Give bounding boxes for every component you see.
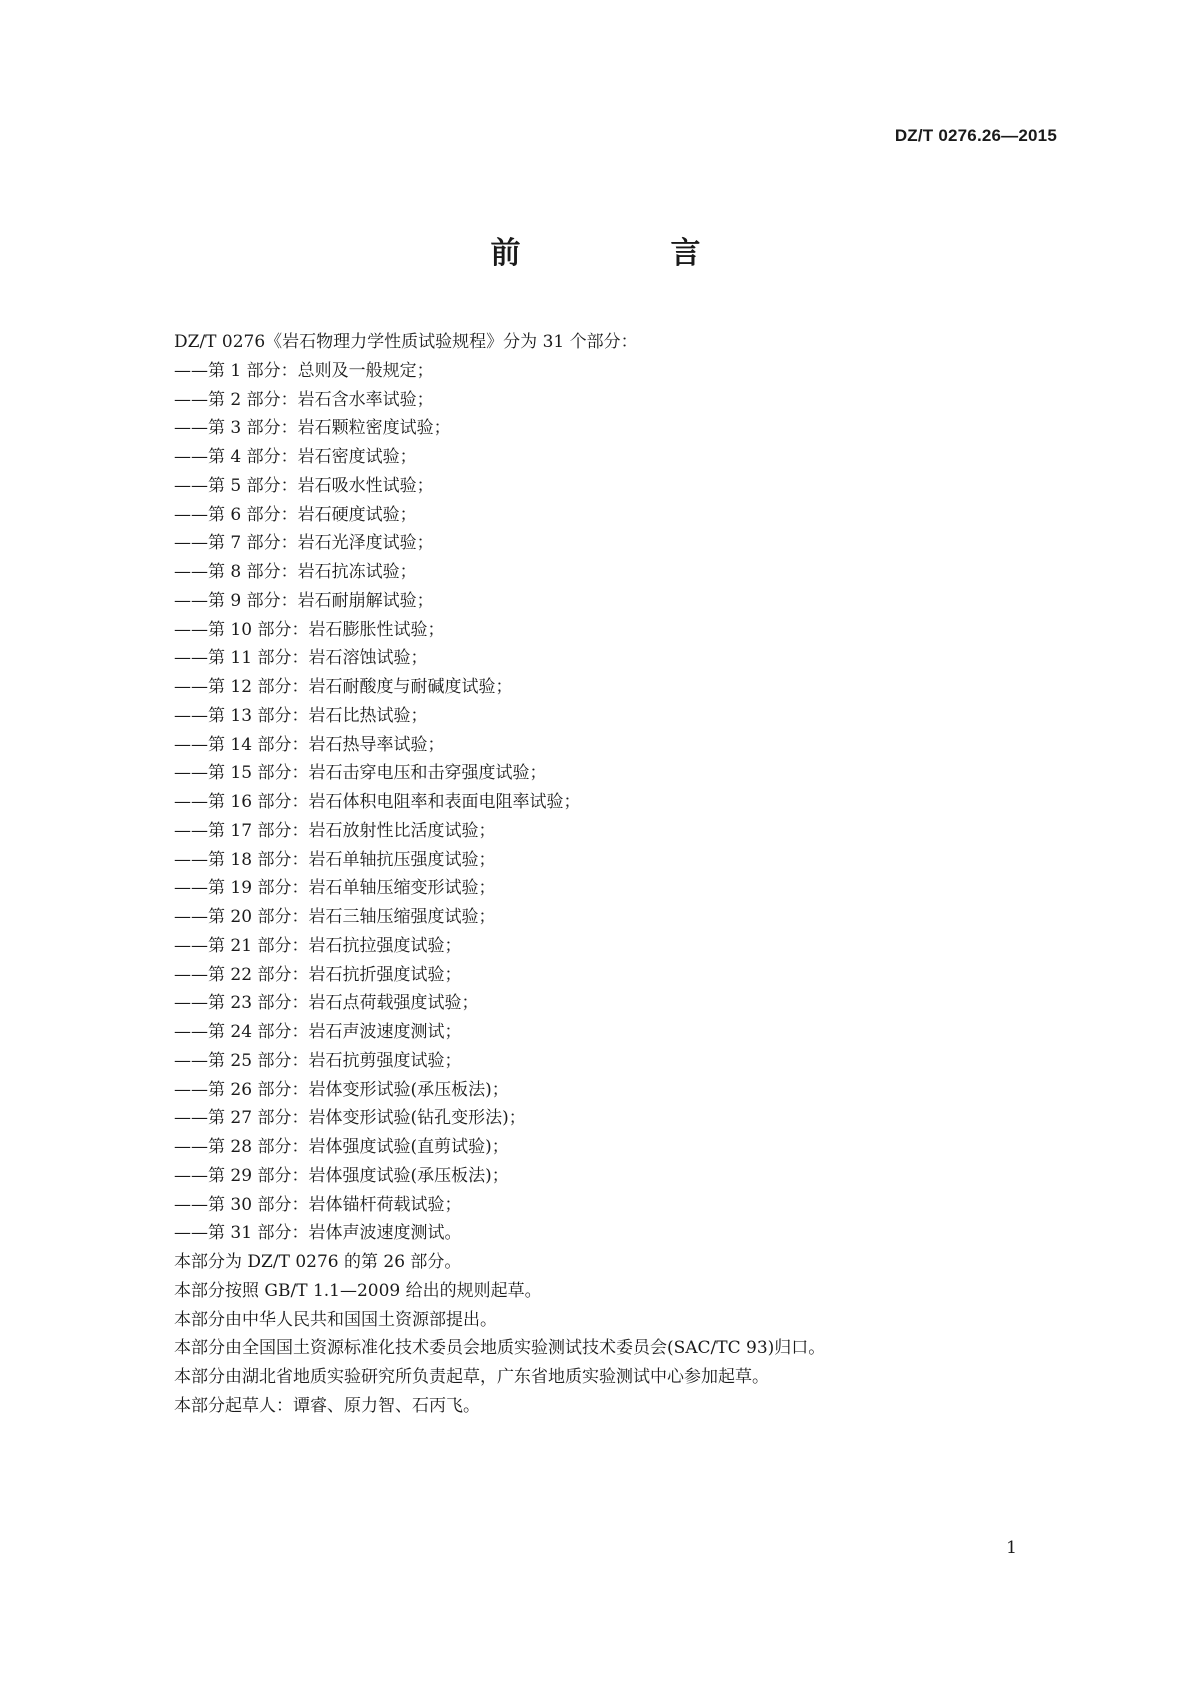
list-item: ——第 4 部分：岩石密度试验；	[174, 447, 417, 467]
list-item: ——第 13 部分：岩石比热试验；	[174, 705, 428, 726]
note-paragraph: 本部分由湖北省地质实验研究所负责起草，广东省地质实验测试中心参加起草。	[174, 1367, 769, 1387]
list-item: ——第 27 部分：岩体变形试验(钻孔变形法)；	[174, 1108, 526, 1129]
list-item: ——第 31 部分：岩体声波速度测试。	[174, 1223, 462, 1244]
note-paragraph: 本部分为 DZ/T 0276 的第 26 部分。	[174, 1252, 462, 1272]
list-item: ——第 8 部分：岩石抗冻试验；	[174, 562, 417, 582]
note-paragraph: 本部分按照 GB/T 1.1—2009 给出的规则起草。	[174, 1280, 542, 1301]
list-item: ——第 23 部分：岩石点荷载强度试验；	[174, 993, 479, 1014]
list-item: ——第 12 部分：岩石耐酸度与耐碱度试验；	[174, 677, 513, 697]
list-item: ——第 11 部分：岩石溶蚀试验；	[174, 648, 428, 669]
list-item: ——第 29 部分：岩体强度试验(承压板法)；	[174, 1165, 509, 1186]
list-item: ——第 17 部分：岩石放射性比活度试验；	[174, 820, 496, 841]
list-item: ——第 19 部分：岩石单轴压缩变形试验；	[174, 878, 496, 899]
list-item: ——第 22 部分：岩石抗折强度试验；	[174, 964, 462, 985]
intro-paragraph: DZ/T 0276《岩石物理力学性质试验规程》分为 31 个部分：	[174, 332, 638, 352]
note-paragraph: 本部分由中华人民共和国国土资源部提出。	[174, 1309, 497, 1330]
note-paragraph: 本部分起草人：谭睿、原力智、石丙飞。	[174, 1395, 480, 1416]
list-item: ——第 6 部分：岩石硬度试验；	[174, 504, 417, 525]
foreword-body	[174, 328, 1054, 1421]
list-item: ——第 15 部分：岩石击穿电压和击穿强度试验；	[174, 763, 547, 784]
list-item: ——第 26 部分：岩体变形试验(承压板法)；	[174, 1079, 509, 1100]
list-item: ——第 16 部分：岩石体积电阻率和表面电阻率试验；	[174, 792, 581, 812]
list-item: ——第 24 部分：岩石声波速度测试；	[174, 1022, 462, 1042]
list-item: ——第 10 部分：岩石膨胀性试验；	[174, 619, 445, 640]
list-item: ——第 30 部分：岩体锚杆荷载试验；	[174, 1194, 462, 1215]
list-item: ——第 18 部分：岩石单轴抗压强度试验；	[174, 849, 496, 870]
list-item: ——第 1 部分：总则及一般规定；	[174, 360, 434, 381]
list-item: ——第 3 部分：岩石颗粒密度试验；	[174, 418, 451, 439]
list-item: ——第 9 部分：岩石耐崩解试验；	[174, 590, 434, 611]
list-item: ——第 14 部分：岩石热导率试验；	[174, 734, 445, 755]
notes-section	[174, 1248, 1054, 1421]
list-item: ——第 21 部分：岩石抗拉强度试验；	[174, 935, 462, 956]
list-item: ——第 28 部分：岩体强度试验(直剪试验)；	[174, 1137, 509, 1157]
document-code: DZ/T 0276.26—2015	[894, 126, 1057, 145]
parts-list	[174, 357, 1054, 1248]
list-item: ——第 25 部分：岩石抗剪强度试验；	[174, 1050, 462, 1071]
page-title: 前 言	[490, 236, 761, 271]
page-number: 1	[1006, 1538, 1017, 1558]
note-paragraph: 本部分由全国国土资源标准化技术委员会地质实验测试技术委员会(SAC/TC 93)归口。	[174, 1338, 826, 1359]
list-item: ——第 20 部分：岩石三轴压缩强度试验；	[174, 907, 496, 927]
list-item: ——第 5 部分：岩石吸水性试验；	[174, 475, 434, 496]
list-item: ——第 2 部分：岩石含水率试验；	[174, 389, 434, 410]
list-item: ——第 7 部分：岩石光泽度试验；	[174, 533, 434, 554]
